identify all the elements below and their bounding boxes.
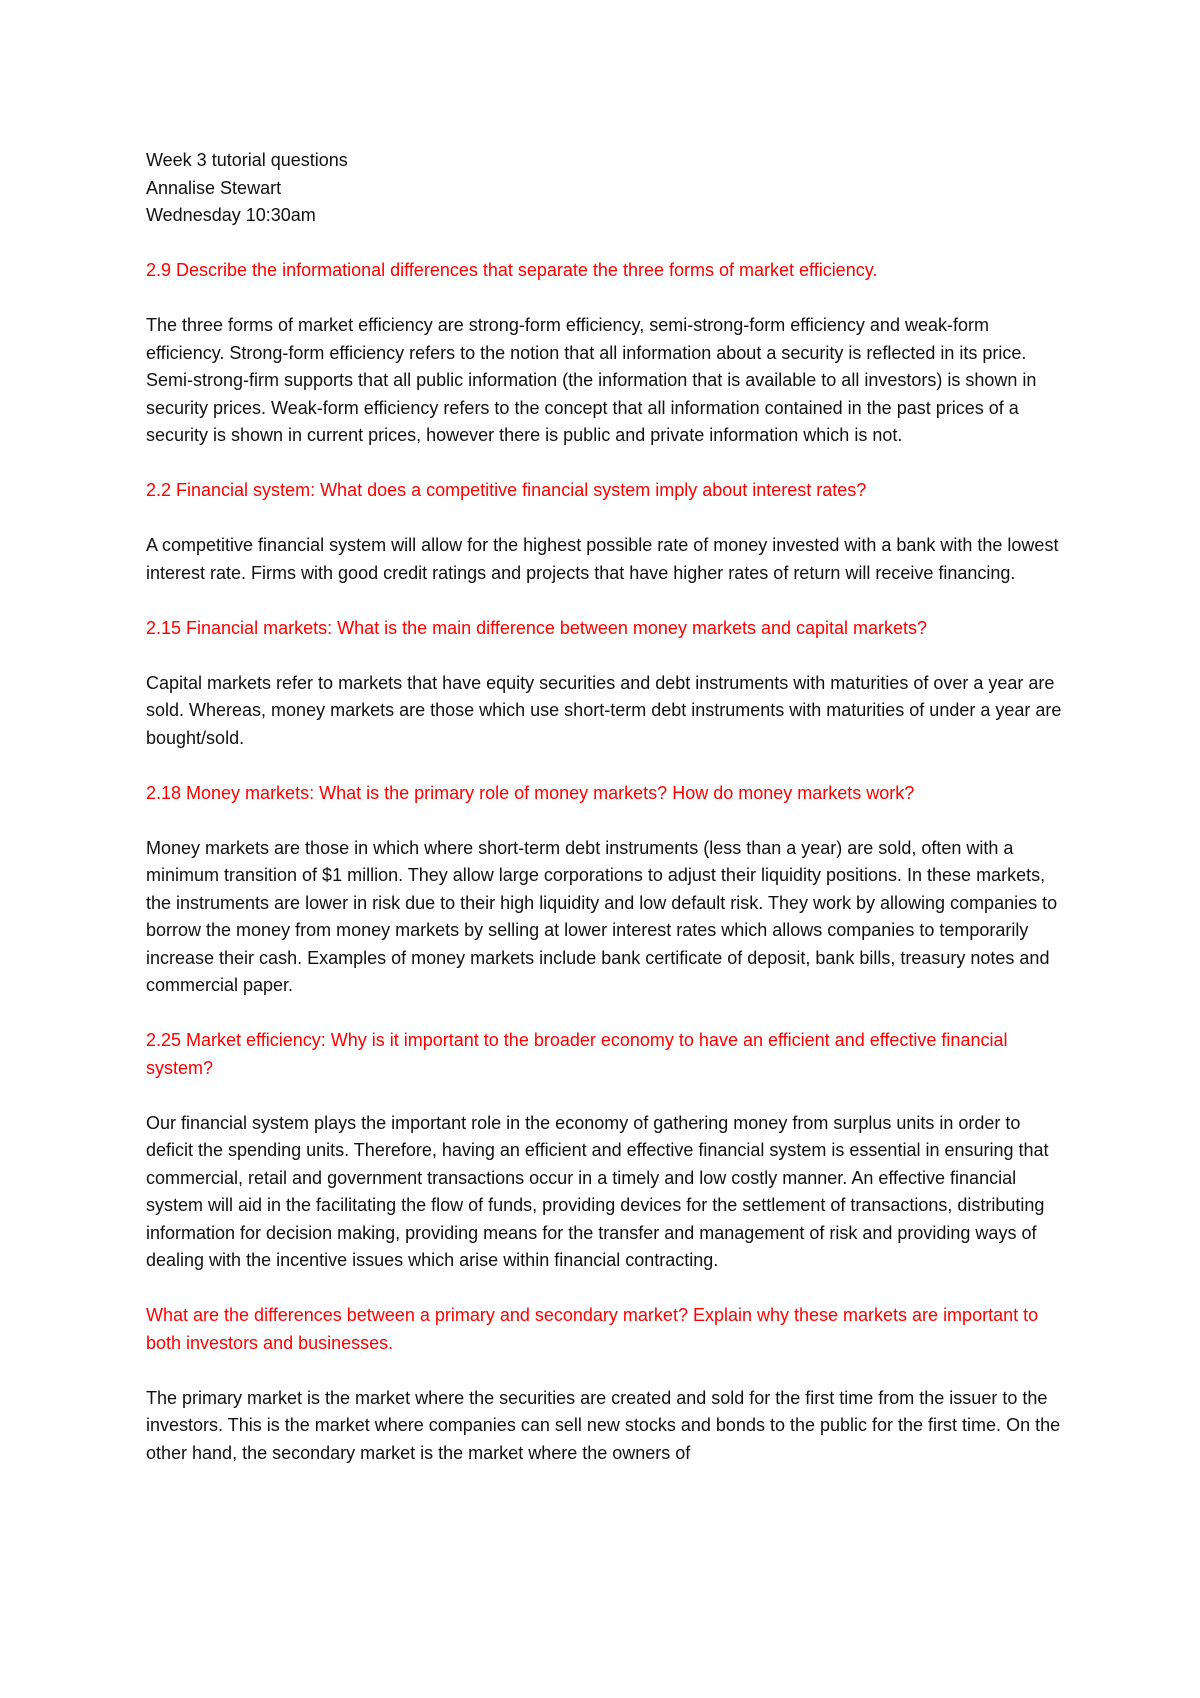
document-title: Week 3 tutorial questions	[146, 150, 348, 170]
answer-primary-secondary: The primary market is the market where the securities are created and sold for the first time from the issuer to the investors. This is the market where companies can sell new stocks and bonds to the public for the first time. On the other hand, the secondary market is the market where the owners of	[146, 1387, 1061, 1463]
question-2-9: 2.9 Describe the informational differences that separate the three forms of market efficiency.	[146, 260, 878, 280]
question-2-2: 2.2 Financial system: What does a competitive financial system imply about interest rates?	[146, 480, 867, 500]
question-2-18: 2.18 Money markets: What is the primary role of money markets? How do money markets work?	[146, 782, 915, 803]
document-page	[146, 147, 1066, 1467]
author-name: Annalise Stewart	[146, 177, 282, 198]
question-primary-secondary: What are the differences between a primary and secondary market? Explain why these markets are important to both investors and businesses.	[146, 1305, 1039, 1353]
document-header	[146, 147, 1066, 230]
answer-2-25: Our financial system plays the important role in the economy of gathering money from surplus units in order to deficit the spending units. Therefore, having an efficient and effective financial system is essential in ensuring that commercial, retail and government transactions occur in a timely and low costly manner. An effective financial system will aid in the facilitating the flow of funds, providing devices for the settlement of transactions, distributing information for decision making, providing means for the transfer and management of risk and providing ways of dealing with the incentive issues which arise within financial contracting.	[146, 1112, 1049, 1270]
answer-2-9: The three forms of market efficiency are strong-form efficiency, semi-strong-form efficiency and weak-form efficiency. Strong-form efficiency refers to the notion that all information about a security is reflected in its price. Semi-strong-firm supports that all public information (the information that is available to all investors) is shown in security prices. Weak-form efficiency refers to the concept that all information contained in the past prices of a security is shown in current prices, however there is public and private information which is not.	[146, 315, 1037, 445]
answer-2-18: Money markets are those in which where short-term debt instruments (less than a year) are sold, often with a minimum transition of $1 million. They allow large corporations to adjust their liquidity positions. In these markets, the instruments are lower in risk due to their high liquidity and low default risk. They work by allowing companies to borrow the money from money markets by selling at lower interest rates which allows companies to temporarily increase their cash. Examples of money markets include bank certificate of deposit, bank bills, treasury notes and commercial paper.	[146, 837, 1058, 995]
question-2-15: 2.15 Financial markets: What is the main difference between money markets and capital markets?	[146, 617, 928, 638]
answer-2-2: A competitive financial system will allow for the highest possible rate of money invested with a bank with the lowest interest rate. Firms with good credit ratings and projects that have higher rates of return will receive financing.	[146, 535, 1059, 583]
question-2-25: 2.25 Market efficiency: Why is it important to the broader economy to have an efficient and effective financial system?	[146, 1030, 1008, 1078]
answer-2-15: Capital markets refer to markets that have equity securities and debt instruments with maturities of over a year are sold. Whereas, money markets are those which use short-term debt instruments with maturities of under a year are bought/sold.	[146, 672, 1062, 748]
session-time: Wednesday 10:30am	[146, 205, 316, 225]
